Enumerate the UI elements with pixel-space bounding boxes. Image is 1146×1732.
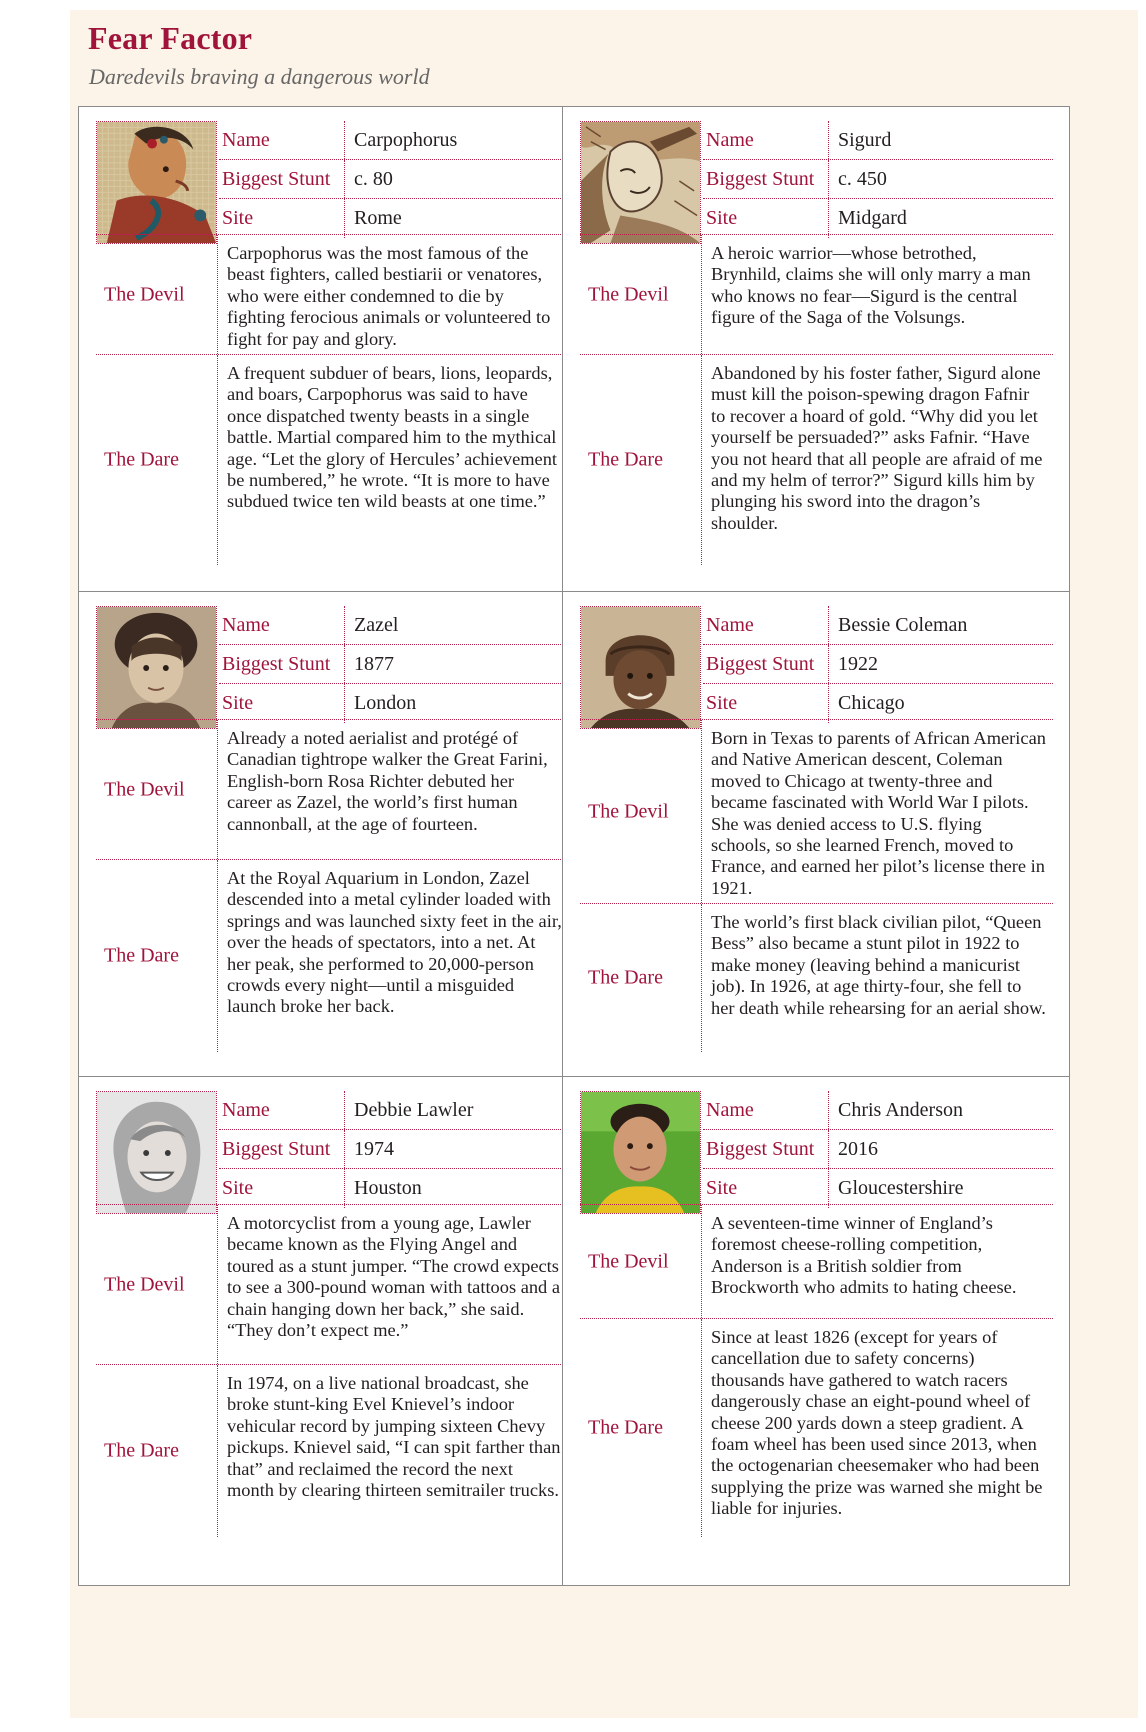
site-label: Site [219, 1169, 345, 1208]
stunt-value: c. 450 [838, 167, 887, 190]
fact-name-row [703, 121, 1053, 160]
devil-section [79, 1205, 587, 1364]
stunt-value: 2016 [838, 1137, 878, 1160]
page-subtitle: Daredevils braving a dangerous world [89, 64, 430, 89]
card-chris-anderson [562, 1076, 1070, 1586]
fact-name-row [219, 1091, 569, 1130]
site-value: Chicago [838, 692, 905, 714]
stunt-value: 1877 [354, 652, 394, 675]
site-label: Site [703, 684, 829, 723]
fact-stunt-row [219, 1130, 569, 1169]
fact-name-row [703, 606, 1053, 645]
dare-section [79, 355, 587, 565]
card-bessie-coleman [562, 591, 1070, 1101]
devil-label: The Devil [588, 800, 669, 822]
name-value: Zazel [354, 613, 399, 636]
name-value: Carpophorus [354, 128, 458, 151]
devil-text: A motorcyclist from a young age, Lawler became known as the Flying Angel and toured as a stunt jumper. “The crowd expects to see a 300-pound woman with tattoos and a chain hanging down her back,” she said. “They don’t expect me.” [217, 1205, 562, 1364]
fact-site-row [703, 199, 1053, 238]
fact-name-row [219, 121, 569, 160]
devil-section [563, 1205, 1071, 1318]
site-label: Site [219, 199, 345, 238]
card-carpophorus [78, 106, 586, 616]
devil-section [563, 235, 1071, 354]
dare-text: The world’s first black civilian pilot, “Queen Bess” also became a stunt pilot in 1922 to make money (leaving behind a manicurist job). In 1926, at age thirty-four, she fell to her death while rehearsing for an aerial show. [701, 904, 1046, 1052]
card-debbie-lawler [78, 1076, 586, 1586]
site-value: London [354, 692, 417, 714]
stunt-label: Biggest Stunt [219, 160, 345, 198]
dare-label: The Dare [104, 944, 179, 967]
stunt-value: c. 80 [354, 167, 393, 190]
fact-stunt-row [219, 160, 569, 199]
dare-text: A frequent subduer of bears, lions, leopards, and boars, Carpophorus was said to have once dispatched twenty beasts in a single battle. Martial compared him to the mythical age. “Let the glory of Hercules’ achievement be numbered,” he wrote. “It is more to have subdued twice ten wild beasts at one time.” [217, 355, 562, 565]
fact-stunt-row [703, 1130, 1053, 1169]
dare-section [563, 1319, 1071, 1537]
stunt-label: Biggest Stunt [219, 1130, 345, 1168]
devil-text: Already a noted aerialist and protégé of Canadian tightrope walker the Great Farini, English-born Rosa Richter debuted her career as Zazel, the world’s first human cannonball, at the age of fourteen. [217, 720, 562, 859]
devil-section [79, 235, 587, 354]
devil-text: A seventeen-time winner of England’s foremost cheese-rolling competition, Anderson is a British soldier from Brockworth who admits to hating cheese. [701, 1205, 1046, 1318]
fact-name-row [703, 1091, 1053, 1130]
site-label: Site [703, 1169, 829, 1208]
site-label: Site [703, 199, 829, 238]
devil-section [79, 720, 587, 859]
site-value: Gloucestershire [838, 1177, 964, 1199]
dare-label: The Dare [588, 448, 663, 471]
name-label: Name [219, 606, 345, 644]
aviator-photo-portrait [580, 606, 701, 729]
devil-text: Born in Texas to parents of African American and Native American descent, Coleman moved to Chicago at twenty-three and became fascinated with World War I pilots. She was denied access to U.S. flying schools, so she learned French, moved to France, and earned her pilot’s license there in 1921. [701, 720, 1046, 903]
name-label: Name [219, 121, 345, 159]
dare-text: Abandoned by his foster father, Sigurd alone must kill the poison-spewing dragon Fafnir to recover a hoard of gold. “Why did you let yourself be persuaded?” asks Fafnir. “Have you not heard that all people are afraid of me and my helm of terror?” Sigurd kills him by plunging his sword into the dragon’s shoulder. [701, 355, 1046, 565]
fact-name-row [219, 606, 569, 645]
name-label: Name [703, 1091, 829, 1129]
name-value: Debbie Lawler [354, 1098, 474, 1121]
fact-site-row [219, 684, 569, 723]
fact-site-row [703, 1169, 1053, 1208]
dare-section [79, 1365, 587, 1537]
stunt-value: 1974 [354, 1137, 394, 1160]
devil-section [563, 720, 1071, 903]
page-title: Fear Factor [88, 20, 253, 56]
engraving-portrait [580, 121, 701, 244]
dare-label: The Dare [104, 1439, 179, 1462]
dare-section [563, 355, 1071, 565]
dare-text: At the Royal Aquarium in London, Zazel descended into a metal cylinder loaded with springs and was launched sixty feet in the air, over the heads of spectators, into a net. At her peak, she performed to 20,000-person crowds every night—until a misguided launch broke her back. [217, 860, 562, 1052]
stunt-label: Biggest Stunt [703, 645, 829, 683]
fact-site-row [219, 199, 569, 238]
dare-label: The Dare [588, 966, 663, 989]
mosaic-portrait [96, 121, 217, 244]
dare-text: Since at least 1826 (except for years of cancellation due to safety concerns) thousands have gathered to watch racers dangerously chase an eight-pound wheel of cheese 200 yards down a steep gradient. A foam wheel has been used since 2013, when the octogenarian cheesemaker who had been supplying the prize was warned she might be liable for injuries. [701, 1319, 1046, 1537]
name-value: Bessie Coleman [838, 613, 968, 636]
stunt-value: 1922 [838, 652, 878, 675]
stunt-label: Biggest Stunt [703, 1130, 829, 1168]
site-value: Midgard [838, 207, 907, 229]
fact-stunt-row [219, 645, 569, 684]
stunt-label: Biggest Stunt [703, 160, 829, 198]
name-label: Name [219, 1091, 345, 1129]
color-photo-portrait [580, 1091, 701, 1214]
dare-section [563, 904, 1071, 1052]
dare-text: In 1974, on a live national broadcast, she broke stunt-king Evel Knievel’s indoor vehicular record by jumping sixteen Chevy pickups. Knievel said, “I can spit farther than that” and reclaimed the record the next month by clearing thirteen semitrailer trucks. [217, 1365, 562, 1537]
fact-site-row [703, 684, 1053, 723]
site-label: Site [219, 684, 345, 723]
stunt-label: Biggest Stunt [219, 645, 345, 683]
devil-label: The Devil [104, 283, 185, 305]
fact-site-row [219, 1169, 569, 1208]
fact-stunt-row [703, 160, 1053, 199]
dare-section [79, 860, 587, 1052]
name-value: Sigurd [838, 128, 892, 151]
dare-label: The Dare [588, 1416, 663, 1439]
card-zazel [78, 591, 586, 1101]
card-sigurd [562, 106, 1070, 616]
sepia-photo-portrait [96, 606, 217, 729]
devil-label: The Devil [104, 1273, 185, 1295]
devil-label: The Devil [104, 778, 185, 800]
name-value: Chris Anderson [838, 1098, 963, 1121]
bw-photo-portrait [96, 1091, 217, 1214]
site-value: Rome [354, 207, 402, 229]
dare-label: The Dare [104, 448, 179, 471]
fact-stunt-row [703, 645, 1053, 684]
devil-label: The Devil [588, 283, 669, 305]
name-label: Name [703, 121, 829, 159]
devil-text: Carpophorus was the most famous of the beast fighters, called bestiarii or venatores, who were either condemned to die by fighting ferocious animals or volunteered to fight for pay and glory. [217, 235, 562, 354]
devil-label: The Devil [588, 1250, 669, 1272]
site-value: Houston [354, 1177, 422, 1199]
devil-text: A heroic warrior—whose betrothed, Brynhild, claims she will only marry a man who knows no fear—Sigurd is the central figure of the Saga of the Volsungs. [701, 235, 1046, 354]
name-label: Name [703, 606, 829, 644]
